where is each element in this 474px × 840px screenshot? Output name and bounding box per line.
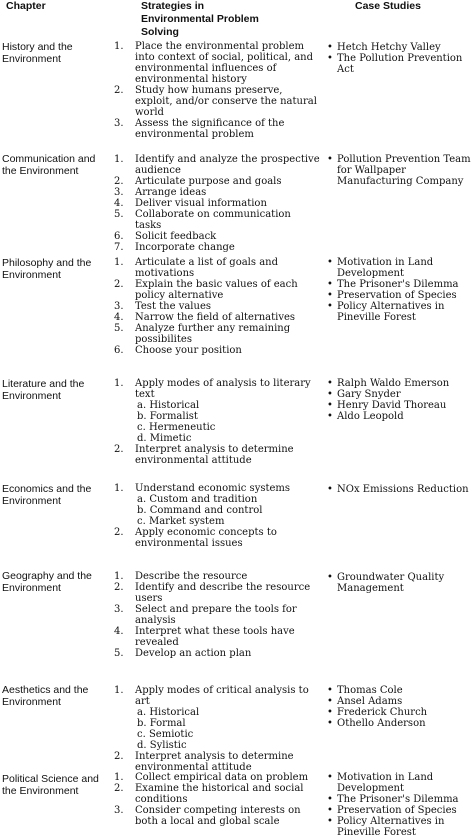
strategy-item [110, 154, 320, 176]
case-study-item: • NOx Emissions Reduction [326, 484, 473, 495]
case-study-item: • Policy Alternatives in Pineville Forest [326, 816, 473, 838]
strategy-number: 2. [114, 783, 124, 794]
strategy-item [110, 751, 320, 773]
strategy-text: Consider competing interests on both a local and global scale [135, 805, 301, 827]
strategy-list [110, 772, 320, 827]
strategy-number: 5. [114, 209, 124, 220]
chapter-cell: Literature and the Environment [2, 378, 85, 402]
case-study-item: • Frederick Church [326, 707, 474, 718]
case-study-item: • The Prisoner's Dilemma [326, 794, 474, 805]
strategy-number: 4. [114, 312, 124, 323]
strategy-item [110, 582, 320, 604]
case-study-item: • Policy Alternatives in Pineville Forest [326, 301, 473, 323]
chapter-cell: Economics and the Environment [2, 483, 92, 507]
strategy-text: Apply economic concepts to environmental issues [135, 527, 277, 549]
header-case-studies: Case Studies [355, 0, 421, 12]
strategy-text: Develop an action plan [135, 648, 252, 659]
case-study-item: • Thomas Cole [326, 685, 474, 696]
strategy-text: Understand economic systems [135, 483, 291, 494]
strategy-item [110, 648, 320, 659]
strategy-text: Apply modes of analysis to literary text [135, 378, 311, 400]
case-study-item: • Groundwater Quality Management [326, 572, 473, 594]
strategy-text: Articulate a list of goals and motivations [135, 257, 278, 279]
strategy-item [110, 242, 320, 253]
chapter-cell: Communication and the Environment [2, 153, 96, 177]
strategy-text: Choose your position [135, 345, 242, 356]
strategy-number: 6. [114, 231, 124, 242]
case-study-item: • Pollution Prevention Team for Wallpaper Manufacturing Company [326, 154, 473, 187]
strategy-item [110, 198, 320, 209]
strategy-list [110, 154, 320, 253]
strategy-number: 7. [114, 242, 124, 253]
strategy-number: 2. [114, 85, 124, 96]
strategy-text: c. Hermeneutic [137, 422, 216, 433]
strategy-text: Interpret analysis to determine environmental attitude [135, 751, 294, 773]
strategy-item [110, 571, 320, 582]
strategy-number: 3. [114, 118, 124, 129]
strategy-subitem [110, 707, 320, 718]
case-study-list [326, 154, 474, 187]
strategy-number: 2. [114, 279, 124, 290]
chapter-cell: History and the Environment [2, 41, 73, 65]
strategy-item [110, 312, 320, 323]
case-study-item: • Hetch Hetchy Valley [326, 42, 474, 53]
strategy-number: 1. [114, 41, 124, 52]
strategy-text: Study how humans preserve, exploit, and/or conserve the natural world [135, 85, 317, 118]
case-study-item: • The Pollution Prevention Act [326, 53, 473, 75]
strategy-number: 3. [114, 187, 124, 198]
strategy-text: Collect empirical data on problem [135, 772, 309, 783]
strategy-text: b. Formal [137, 718, 186, 729]
case-study-list [326, 257, 474, 323]
case-study-item: • Motivation in Land Development [326, 772, 473, 794]
strategy-item [110, 527, 320, 549]
strategy-subitem [110, 433, 320, 444]
strategy-item [110, 626, 320, 648]
strategy-text: Identify and describe the resource users [135, 582, 311, 604]
case-study-item: • Aldo Leopold [326, 411, 474, 422]
strategy-text: Deliver visual information [135, 198, 267, 209]
strategy-item [110, 323, 320, 345]
strategy-subitem [110, 516, 320, 527]
strategy-number: 1. [114, 571, 124, 582]
strategy-text: Collaborate on communication tasks [135, 209, 291, 231]
strategy-item [110, 279, 320, 301]
case-study-item: • The Prisoner's Dilemma [326, 279, 474, 290]
strategy-text: Explain the basic values of each policy alternative [135, 279, 298, 301]
strategy-number: 5. [114, 323, 124, 334]
strategy-text: Test the values [135, 301, 211, 312]
strategy-list [110, 257, 320, 356]
strategy-list [110, 685, 320, 773]
strategy-subitem [110, 729, 320, 740]
strategy-item [110, 685, 320, 707]
strategy-number: 1. [114, 257, 124, 268]
case-study-list [326, 484, 474, 495]
case-study-list [326, 685, 474, 729]
strategy-number: 2. [114, 444, 124, 455]
strategy-text: Place the environmental problem into context of social, political, and environmental influences of environmental history [135, 41, 314, 85]
case-study-list [326, 42, 474, 75]
strategy-subitem [110, 740, 320, 751]
strategy-number: 2. [114, 582, 124, 593]
strategy-text: a. Custom and tradition [137, 494, 258, 505]
strategy-text: Arrange ideas [135, 187, 207, 198]
strategy-item [110, 187, 320, 198]
strategy-item [110, 772, 320, 783]
strategy-number: 5. [114, 648, 124, 659]
strategy-item [110, 783, 320, 805]
strategy-text: d. Sylistic [137, 740, 187, 751]
case-study-item: • Ansel Adams [326, 696, 474, 707]
strategy-subitem [110, 411, 320, 422]
strategy-text: Apply modes of critical analysis to art [135, 685, 309, 707]
strategy-text: Identify and analyze the prospective audience [135, 154, 320, 176]
strategy-number: 1. [114, 154, 124, 165]
strategy-item [110, 85, 320, 118]
strategy-number: 1. [114, 685, 124, 696]
header-chapter: Chapter [6, 0, 46, 12]
strategy-text: a. Historical [137, 400, 200, 411]
strategy-text: Analyze further any remaining possibilites [135, 323, 291, 345]
strategy-number: 1. [114, 378, 124, 389]
strategy-item [110, 604, 320, 626]
strategy-text: Narrow the field of alternatives [135, 312, 296, 323]
strategy-number: 2. [114, 527, 124, 538]
case-study-item: • Ralph Waldo Emerson [326, 378, 474, 389]
strategy-item [110, 118, 320, 140]
case-study-item: • Motivation in Land Development [326, 257, 473, 279]
strategy-item [110, 209, 320, 231]
strategy-text: Solicit feedback [135, 231, 217, 242]
chapter-cell: Aesthetics and the Environment [2, 684, 89, 708]
strategy-number: 2. [114, 751, 124, 762]
strategy-list [110, 378, 320, 466]
strategy-item [110, 176, 320, 187]
strategy-text: Interpret what these tools have revealed [135, 626, 295, 648]
strategy-text: c. Semiotic [137, 729, 194, 740]
strategy-text: Select and prepare the tools for analysis [135, 604, 297, 626]
strategy-subitem [110, 718, 320, 729]
strategy-item [110, 257, 320, 279]
strategy-subitem [110, 494, 320, 505]
strategy-list [110, 483, 320, 549]
strategy-text: Assess the significance of the environmental problem [135, 118, 285, 140]
strategy-number: 6. [114, 345, 124, 356]
strategy-text: b. Formalist [137, 411, 198, 422]
chapter-cell: Philosophy and the Environment [2, 257, 92, 281]
case-study-item: • Preservation of Species [326, 805, 473, 816]
strategy-text: Describe the resource [135, 571, 248, 582]
strategy-item [110, 444, 320, 466]
strategy-text: Examine the historical and social conditions [135, 783, 304, 805]
case-study-item: • Gary Snyder [326, 389, 474, 400]
strategy-text: c. Market system [137, 516, 225, 527]
header-strategies: Strategies in Environmental Problem Solving [141, 0, 259, 38]
case-study-list [326, 572, 474, 594]
strategy-number: 1. [114, 772, 124, 783]
strategy-list [110, 41, 320, 140]
strategy-number: 3. [114, 301, 124, 312]
case-study-list [326, 378, 474, 422]
case-study-item: • Henry David Thoreau [326, 400, 474, 411]
strategy-list [110, 571, 320, 659]
strategy-text: d. Mimetic [137, 433, 192, 444]
strategy-item [110, 378, 320, 400]
strategy-text: a. Historical [137, 707, 200, 718]
strategy-item [110, 805, 320, 827]
strategy-number: 4. [114, 198, 124, 209]
strategy-item [110, 483, 320, 494]
chapter-cell: Political Science and the Environment [2, 773, 99, 797]
strategy-subitem [110, 400, 320, 411]
strategy-number: 4. [114, 626, 124, 637]
strategy-subitem [110, 505, 320, 516]
strategy-subitem [110, 422, 320, 433]
strategy-number: 3. [114, 604, 124, 615]
case-study-list [326, 772, 474, 838]
strategy-item [110, 41, 320, 85]
strategy-number: 2. [114, 176, 124, 187]
strategy-item [110, 231, 320, 242]
strategy-text: b. Command and control [137, 505, 263, 516]
strategy-item [110, 345, 320, 356]
strategy-number: 1. [114, 483, 124, 494]
case-study-item: • Preservation of Species [326, 290, 473, 301]
strategy-text: Incorporate change [135, 242, 235, 253]
strategy-item [110, 301, 320, 312]
chapter-cell: Geography and the Environment [2, 570, 92, 594]
strategy-number: 3. [114, 805, 124, 816]
strategy-text: Articulate purpose and goals [135, 176, 282, 187]
case-study-item: • Othello Anderson [326, 718, 474, 729]
strategy-text: Interpret analysis to determine environmental attitude [135, 444, 294, 466]
